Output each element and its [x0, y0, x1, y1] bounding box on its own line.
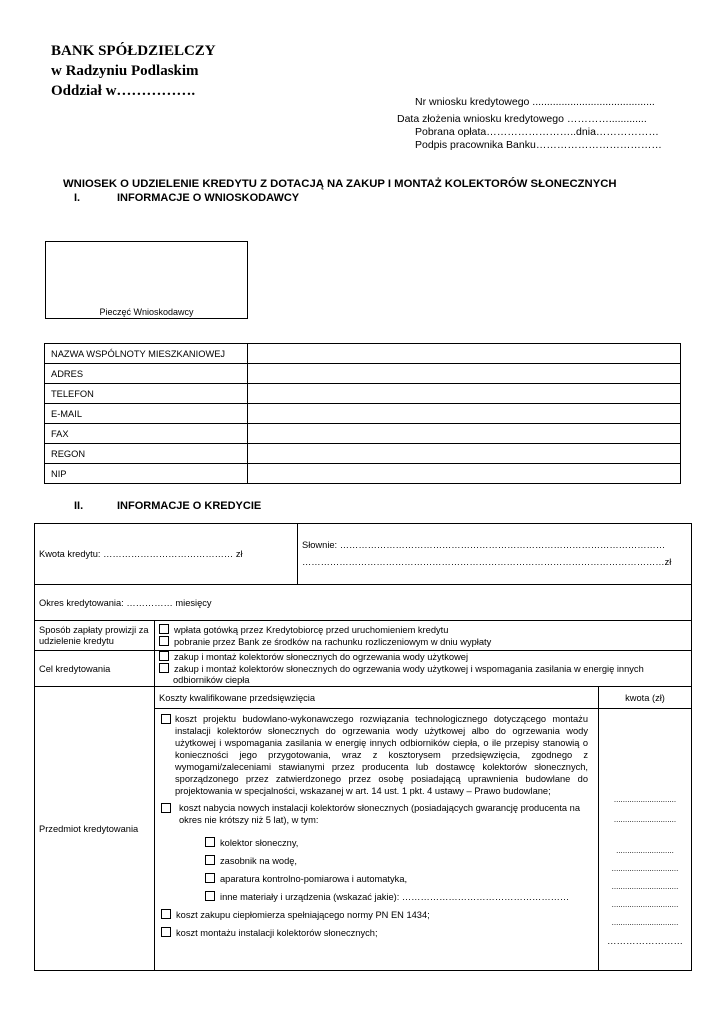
- purpose-option-water[interactable]: zakup i montaż kolektorów słonecznych do ogrzewania wody użytkowej: [159, 651, 687, 663]
- cost-item-project[interactable]: koszt projektu budowlano-wykonawczego rozwiązania technologicznego dotyczącego montażu instalacji kolektorów słonecznych do ogrzewania wody użytkowej albo do ogrzewania wody użytkowej i wspomagania zasilania w energię innych odbiorników ciepła, o ile przepisy stanowią o konieczności jego przygotowania, wraz z kosztorysem przedsięwzięcia, zgodnego z wymogami/zaleceniami stawianymi przez producenta lub dostawcę kolektorów słonecznych, sporządzonego przez zatwierdzonego przez osobę posiadającą uprawnienia budowlane do projektowania w specjalności, wskazanej w art. 14 ust. 1 pkt. 4 ustawy – Prawo budowlane;: [161, 713, 588, 797]
- checkbox[interactable]: [161, 927, 171, 937]
- field-label: E-MAIL: [45, 404, 248, 424]
- purpose-label: Cel kredytowania: [35, 651, 155, 687]
- commission-option-account[interactable]: pobranie przez Bank ze środków na rachunku rozliczeniowym w dniu wypłaty: [159, 636, 687, 648]
- checkbox[interactable]: [161, 909, 171, 919]
- applicant-stamp-box[interactable]: [45, 241, 248, 319]
- table-row: [45, 444, 681, 464]
- subject-label: Przedmiot kredytowania: [35, 687, 155, 971]
- cost-item-installation[interactable]: koszt montażu instalacji kolektorów słonecznych;: [161, 924, 588, 942]
- field-label: NIP: [45, 464, 248, 484]
- form-title: WNIOSEK O UDZIELENIE KREDYTU Z DOTACJĄ NA ZAKUP I MONTAŻ KOLEKTORÓW SŁONECZNYCH: [63, 178, 617, 190]
- field-label: ADRES: [45, 364, 248, 384]
- table-row: [45, 384, 681, 404]
- purchase-sub-items: [161, 834, 588, 906]
- bank-name: BANK SPÓŁDZIELCZY: [51, 43, 216, 59]
- amount-in-words-field[interactable]: [298, 524, 692, 585]
- sub-item-automation[interactable]: aparatura kontrolno-pomiarowa i automatyka,: [205, 870, 588, 888]
- commission-label: Sposób zapłaty prowizji za udzielenie kredytu: [35, 621, 155, 651]
- table-row: [35, 524, 692, 585]
- submission-date: Data złożenia wniosku kredytowego ………….............: [397, 113, 647, 125]
- table-row: [45, 364, 681, 384]
- amount-project[interactable]: ............................: [613, 795, 677, 804]
- checkbox[interactable]: [161, 803, 171, 813]
- table-row: [45, 464, 681, 484]
- amount-column: [599, 709, 692, 971]
- applicant-info-table: [44, 343, 681, 484]
- amount-purchase[interactable]: ............................: [613, 815, 677, 824]
- other-cost-items: [161, 906, 588, 942]
- amount-tank[interactable]: ..............................: [611, 864, 679, 873]
- bank-header: [51, 41, 216, 101]
- cost-items: [155, 709, 599, 971]
- bank-employee-signature: Podpis pracownika Banku………………………………: [415, 139, 662, 151]
- nip-field[interactable]: [248, 464, 681, 484]
- bank-branch: Oddział w…………….: [51, 83, 196, 99]
- field-label: FAX: [45, 424, 248, 444]
- amount-header: kwota (zł): [599, 687, 692, 709]
- section-2-title: INFORMACJE O KREDYCIE: [117, 500, 262, 512]
- amount-words-line-2: ………………………………………………………………………………………………………zł: [302, 557, 672, 567]
- section-2-number: II.: [74, 500, 84, 512]
- checkbox[interactable]: [159, 663, 169, 673]
- table-row: [45, 344, 681, 364]
- checkbox[interactable]: [159, 624, 169, 634]
- table-row: [35, 621, 692, 651]
- bank-location: w Radzyniu Podlaskim: [51, 63, 199, 79]
- application-number: Nr wniosku kredytowego ..........................................: [415, 96, 655, 108]
- email-field[interactable]: [248, 404, 681, 424]
- commission-option-cash[interactable]: wpłata gotówką przez Kredytobiorcę przed uruchomieniem kredytu: [159, 624, 687, 636]
- regon-field[interactable]: [248, 444, 681, 464]
- field-label: NAZWA WSPÓLNOTY MIESZKANIOWEJ: [45, 344, 248, 364]
- section-1-number: I.: [74, 192, 81, 204]
- stamp-label: Pieczęć Wnioskodawcy: [99, 307, 194, 317]
- checkbox[interactable]: [205, 837, 215, 847]
- cost-item-heat-meter[interactable]: koszt zakupu ciepłomierza spełniającego normy PN EN 1434;: [161, 906, 588, 924]
- checkbox[interactable]: [205, 891, 215, 901]
- credit-amount-field[interactable]: Kwota kredytu: …………………………………… zł: [35, 524, 298, 585]
- amount-words-line-1: Słownie: ……………………………………………………………………………………………: [302, 540, 666, 550]
- purpose-options: [155, 651, 692, 687]
- table-row: [45, 424, 681, 444]
- community-name-field[interactable]: [248, 344, 681, 364]
- table-row: [35, 585, 692, 621]
- checkbox[interactable]: [161, 714, 171, 724]
- commission-options: [155, 621, 692, 651]
- amount-collector[interactable]: ..........................: [616, 846, 674, 855]
- fee-collected: Pobrana opłata……………………..dnia………………: [415, 126, 659, 138]
- checkbox[interactable]: [205, 873, 215, 883]
- costs-header: Koszty kwalifikowane przedsięwzięcia: [155, 687, 599, 709]
- table-row: [35, 651, 692, 687]
- checkbox[interactable]: [159, 636, 169, 646]
- phone-field[interactable]: [248, 384, 681, 404]
- amount-automation[interactable]: ..............................: [611, 882, 679, 891]
- credit-info-table: [34, 523, 692, 971]
- amount-other[interactable]: ..............................: [611, 900, 679, 909]
- table-row: [35, 687, 692, 709]
- sub-item-tank[interactable]: zasobnik na wodę,: [205, 852, 588, 870]
- amount-heat-meter[interactable]: ..............................: [611, 918, 679, 927]
- credit-period-field[interactable]: Okres kredytowania: …………… miesięcy: [35, 585, 692, 621]
- section-1-title: INFORMACJE O WNIOSKODAWCY: [117, 192, 300, 204]
- table-row: [45, 404, 681, 424]
- fax-field[interactable]: [248, 424, 681, 444]
- amount-installation[interactable]: ……………………: [607, 936, 683, 947]
- checkbox[interactable]: [205, 855, 215, 865]
- field-label: REGON: [45, 444, 248, 464]
- checkbox[interactable]: [159, 651, 169, 661]
- address-field[interactable]: [248, 364, 681, 384]
- sub-item-collector[interactable]: kolektor słoneczny,: [205, 834, 588, 852]
- field-label: TELEFON: [45, 384, 248, 404]
- purpose-option-water-heating[interactable]: zakup i montaż kolektorów słonecznych do ogrzewania wody użytkowej i wspomagania zasilania w energię innych odbiorników ciepła: [159, 663, 687, 686]
- cost-item-purchase[interactable]: koszt nabycia nowych instalacji kolektorów słonecznych (posiadających gwarancję producenta na okres nie krótszy niż 5 lat), w tym:: [161, 802, 588, 826]
- sub-item-other[interactable]: inne materiały i urządzenia (wskazać jakie): ………………………………………………: [205, 888, 588, 906]
